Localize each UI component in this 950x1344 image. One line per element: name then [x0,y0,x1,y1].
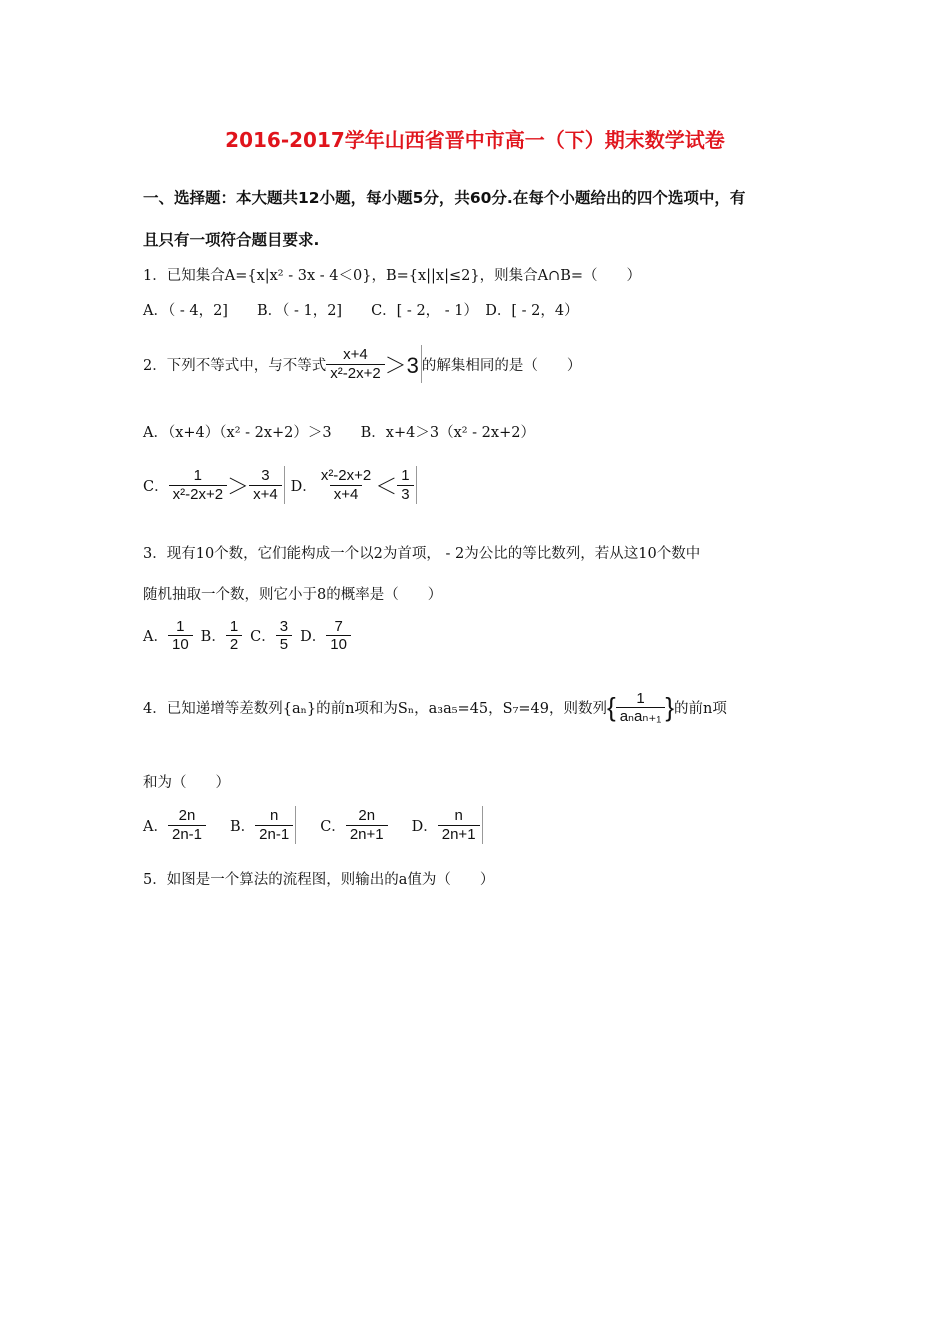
q2-relation: ＞3 [384,352,419,378]
q4-option-a-label: A． [143,818,168,835]
q3-option-b-label: B． [200,629,226,646]
section-heading-line1: 一、选择题：本大题共12小题，每小题5分，共60分.在每个小题给出的四个选项中，有 [143,189,746,207]
fraction-numerator: 1 [229,618,239,635]
fraction-denominator: 2n-1 [255,825,293,843]
fraction-denominator: x+4 [249,485,282,503]
fraction-numerator: 1 [401,467,410,485]
q3-option-a-label: A． [143,629,168,646]
fraction-numerator: n [270,807,279,825]
q4-option-b-label: B． [230,818,256,835]
q4-suffix: 的前n项 [674,701,727,718]
fraction-denominator: 10 [326,635,351,653]
q2-fraction [326,346,384,382]
fraction-denominator: x²-2x+2 [169,485,227,503]
q4-options [143,806,483,844]
fraction-numerator: n [454,807,463,825]
q2-option-d-relation: ＜ [375,473,398,499]
q1-stem: 1．已知集合A={x|x² - 3x - 4＜0}，B={x||x|≤2}，则集合A∩B=（ ） [143,268,642,284]
formula-border [482,806,483,844]
fraction-denominator: 2n+1 [438,825,480,843]
q3-option-d-fraction [326,618,351,654]
formula-border [284,466,285,504]
fraction-denominator: 10 [168,635,193,653]
fraction-numerator: 1 [176,618,185,635]
left-brace-icon: { [607,692,616,723]
q4-stem-line2: 和为（ ） [143,775,230,791]
q3-option-d-label: D． [300,629,327,646]
q3-options [143,618,351,654]
fraction-denominator: 2 [226,635,242,653]
q4-stem [143,690,727,726]
q4-sequence-fraction [616,690,666,726]
fraction-denominator: 2n-1 [168,825,206,843]
fraction-numerator: 3 [261,467,270,485]
fraction-numerator: 7 [334,618,343,635]
q2-prefix: 2．下列不等式中，与不等式 [143,357,327,374]
q2-option-d-right-fraction [397,467,413,503]
fraction-denominator: 3 [397,485,413,503]
page-title: 2016-2017学年山西省晋中市高一（下）期末数学试卷 [225,128,725,152]
fraction-numerator: 1 [193,467,202,485]
formula-border [416,466,417,504]
q2-options-ab: A．（x+4）（x² - 2x+2）＞3 B．x+4＞3（x² - 2x+2） [143,425,535,441]
q3-option-b-fraction [226,618,242,654]
q2-option-c-label: C． [143,478,169,495]
q2-fraction-denominator: x²-2x+2 [326,364,384,382]
q1-options: A．（ - 4，2] B．（ - 1，2] C．[ - 2， - 1） D．[ - 2，4） [143,303,579,319]
q2-stem [143,345,581,383]
formula-border [295,806,296,844]
q5-stem: 5．如图是一个算法的流程图，则输出的a值为（ ） [143,872,495,888]
q3-option-a-fraction [168,618,193,654]
q4-option-c-fraction [346,807,388,843]
fraction-numerator: 2n [178,807,196,825]
fraction-denominator: x+4 [330,485,363,503]
q2-option-c-left-fraction [169,467,227,503]
q3-option-c-fraction [276,618,292,654]
q2-fraction-numerator: x+4 [343,346,368,364]
fraction-numerator: 3 [279,618,289,635]
q4-option-d-fraction [438,807,480,843]
q4-option-a-fraction [168,807,206,843]
fraction-denominator: 5 [276,635,292,653]
q2-option-c-relation: ＞ [227,473,250,499]
fraction-denominator: aₙaₙ₊₁ [616,707,666,725]
q4-option-d-label: D． [411,818,438,835]
q2-suffix: 的解集相同的是（ ） [421,357,582,374]
q2-option-c-right-fraction [249,467,282,503]
fraction-numerator: x²-2x+2 [320,467,372,485]
section-heading-line2: 且只有一项符合题目要求. [143,231,320,249]
q4-option-c-label: C． [320,818,346,835]
q2-option-d-label: D． [290,478,317,495]
q3-option-c-label: C． [250,629,276,646]
q2-options-cd [143,466,417,504]
q3-stem-line1: 3．现有10个数，它们能构成一个以2为首项， - 2为公比的等比数列，若从这10个数中 [143,546,701,562]
q2-option-d-left-fraction [317,467,375,503]
q3-stem-line2: 随机抽取一个数，则它小于8的概率是（ ） [143,587,443,603]
q4-prefix: 4．已知递增等差数列{aₙ}的前n项和为Sₙ，a₃a₅=45，S₇=49，则数列 [143,701,607,718]
right-brace-icon: } [665,692,674,723]
fraction-numerator: 1 [636,690,645,707]
q4-option-b-fraction [255,807,293,843]
fraction-denominator: 2n+1 [346,825,388,843]
fraction-numerator: 2n [358,807,376,825]
